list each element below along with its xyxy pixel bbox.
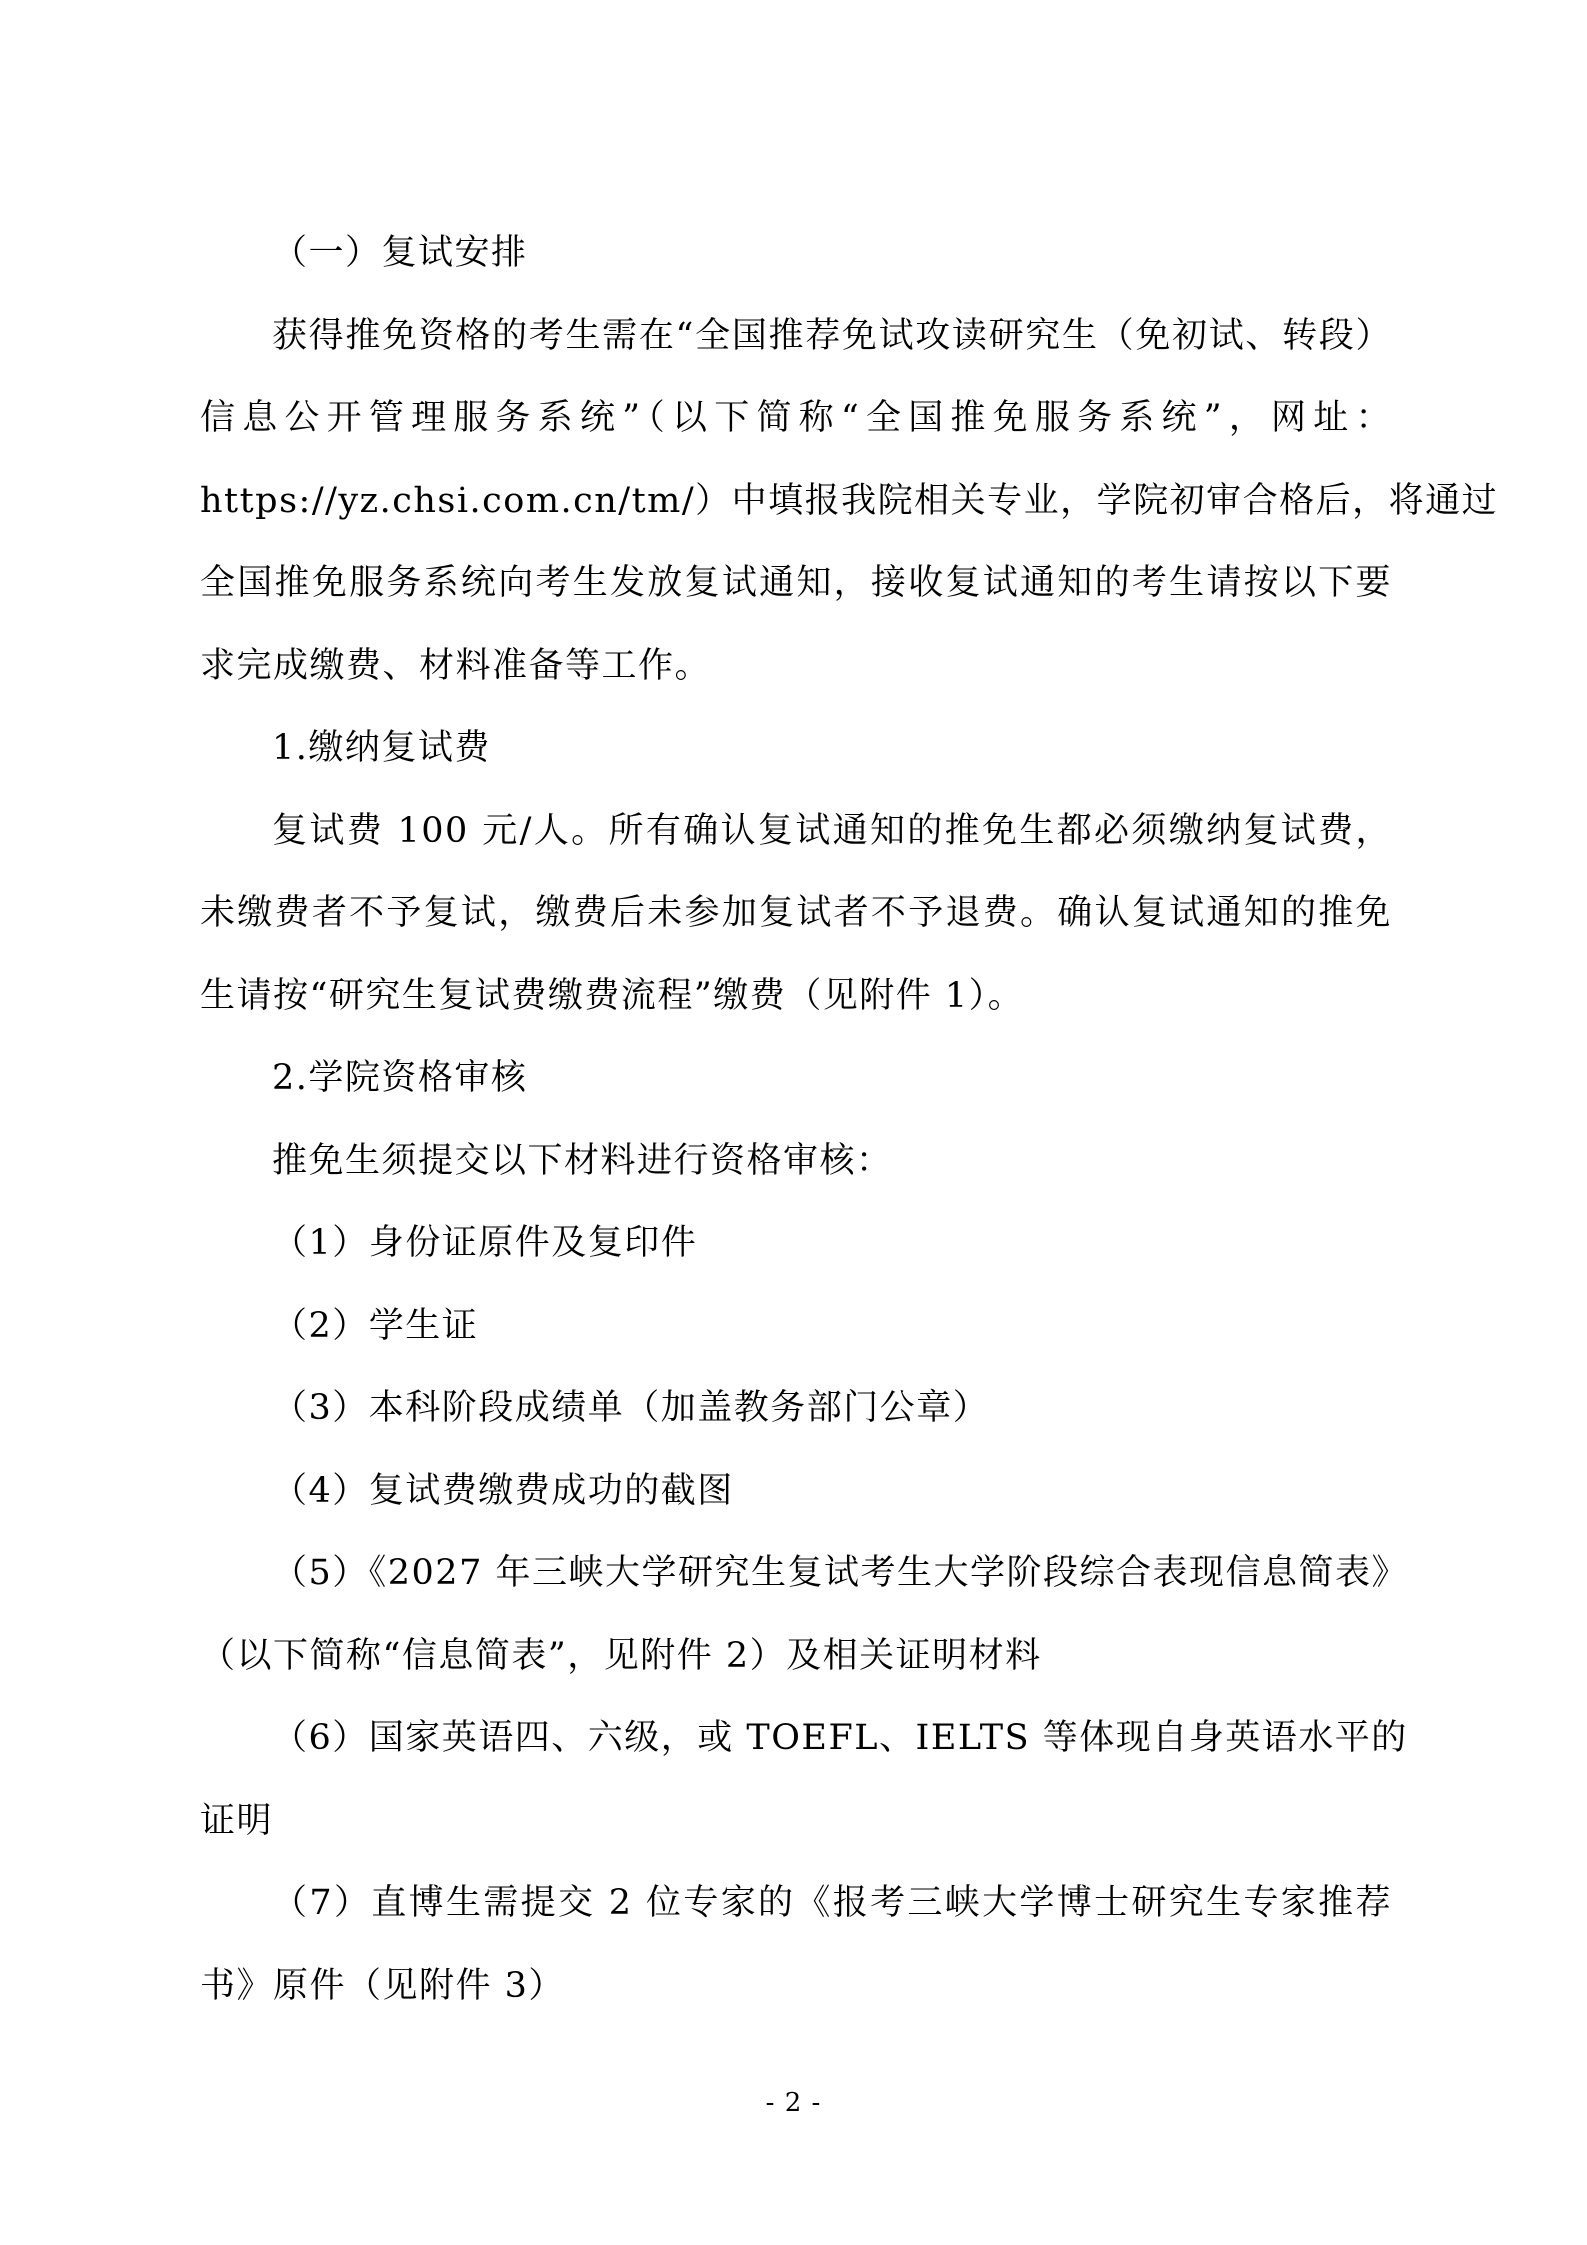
material-line: （1）身份证原件及复印件 — [272, 1223, 698, 1263]
fee-heading-text: 1.缴纳复试费 — [272, 728, 491, 768]
review-intro-text: 推免生须提交以下材料进行资格审核： — [272, 1140, 893, 1181]
material-line: （5）《2027 年三峡大学研究生复试考生大学阶段综合表现信息简表》 — [272, 1553, 1408, 1593]
section-heading-text: （一）复试安排 — [272, 233, 528, 273]
intro-line: 全国推免服务系统向考生发放复试通知，接收复试通知的考生请按以下要 — [200, 563, 1392, 603]
intro-line: 信息公开管理服务系统”（以下简称“全国推免服务系统”，网址： — [200, 398, 1392, 438]
material-item — [200, 1202, 1392, 1285]
material-item — [200, 1532, 1408, 1697]
material-line: （2）学生证 — [272, 1305, 479, 1346]
intro-line: https://yz.chsi.com.cn/tm/）中填报我院相关专业，学院初审合格后，将通过 — [200, 480, 1499, 521]
material-line: 证明 — [200, 1800, 274, 1841]
material-item — [200, 1697, 1408, 1862]
material-item — [200, 1450, 1392, 1533]
fee-line: 未缴费者不予复试，缴费后未参加复试者不予退费。确认复试通知的推免 — [200, 893, 1392, 933]
review-intro — [200, 1120, 1392, 1203]
material-line: （以下简称“信息简表”，见附件 2）及相关证明材料 — [200, 1635, 1042, 1676]
review-heading — [200, 1037, 1392, 1120]
section-heading — [200, 212, 1392, 295]
document-body — [200, 212, 1499, 2027]
material-line: （4）复试费缴费成功的截图 — [272, 1470, 734, 1511]
fee-heading — [200, 707, 1392, 790]
material-item — [200, 1862, 1392, 2027]
review-heading-text: 2.学院资格审核 — [272, 1058, 528, 1098]
material-item — [200, 1367, 1392, 1450]
material-line: 书》原件（见附件 3） — [200, 1965, 565, 2006]
intro-line: 求完成缴费、材料准备等工作。 — [200, 645, 712, 686]
intro-line: 获得推免资格的考生需在“全国推荐免试攻读研究生（免初试、转段） — [272, 315, 1392, 356]
material-item — [200, 1285, 1392, 1368]
material-line: （7）直博生需提交 2 位专家的《报考三峡大学博士研究生专家推荐 — [272, 1883, 1392, 1923]
material-line: （3）本科阶段成绩单（加盖教务部门公章） — [272, 1388, 990, 1428]
fee-line: 复试费 100 元/人。所有确认复试通知的推免生都必须缴纳复试费， — [272, 810, 1392, 851]
material-line: （6）国家英语四、六级，或 TOEFL、IELTS 等体现自身英语水平的 — [272, 1718, 1408, 1758]
fee-line: 生请按“研究生复试费缴费流程”缴费（见附件 1）。 — [200, 975, 1025, 1016]
intro-paragraph — [200, 295, 1499, 708]
page-number: - 2 - — [765, 2088, 822, 2118]
fee-paragraph — [200, 790, 1392, 1038]
